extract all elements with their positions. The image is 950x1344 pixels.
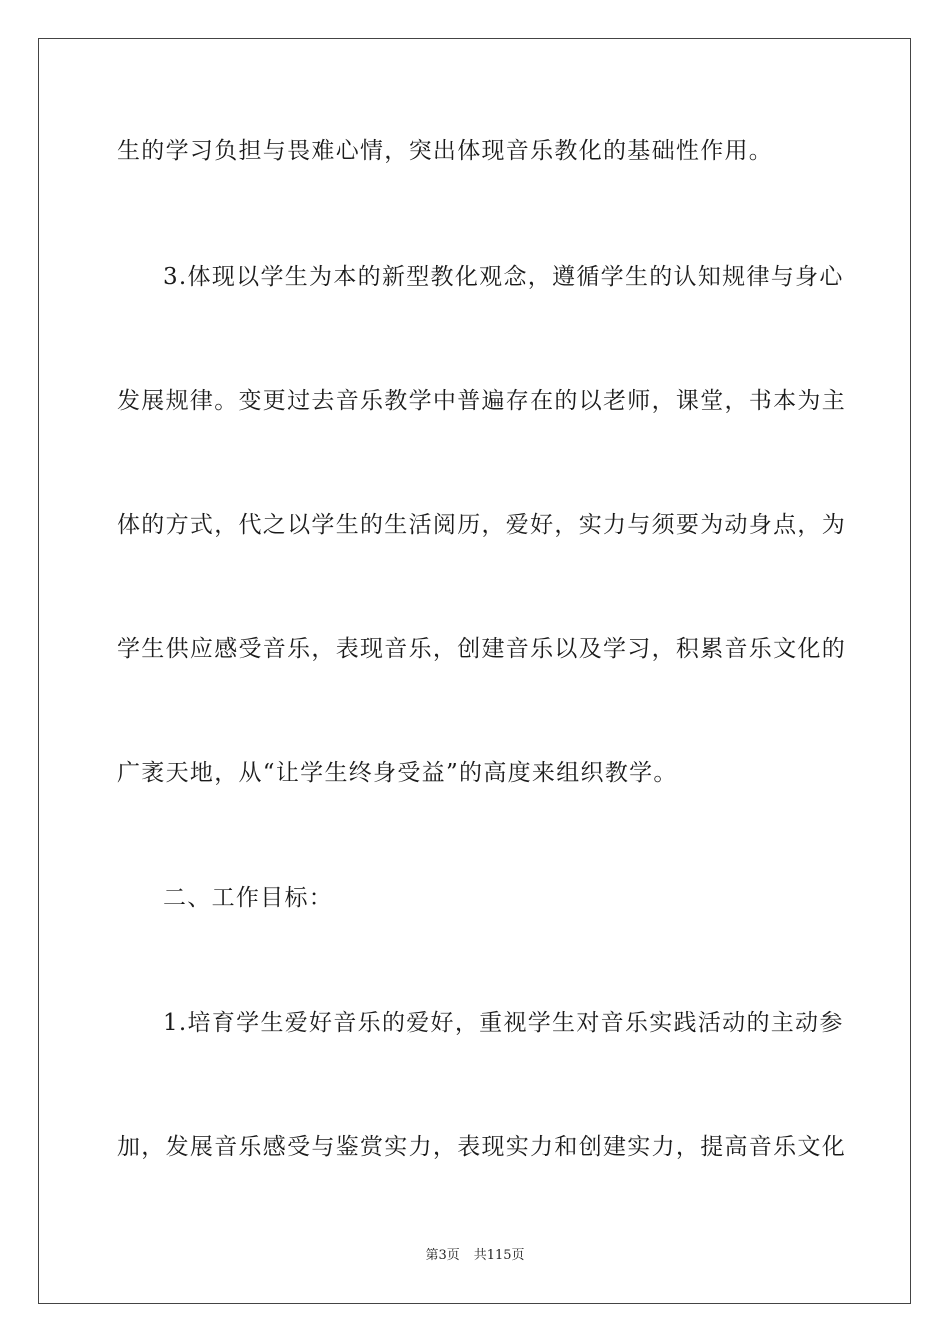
page-footer xyxy=(0,1247,950,1265)
body-text-line: 学生供应感受音乐，表现音乐，创建音乐以及学习，积累音乐文化的 xyxy=(117,636,846,662)
body-text-line: 广袤天地，从“让学生终身受益”的高度来组织教学。 xyxy=(117,760,678,786)
body-text-line: 发展规律。变更过去音乐教学中普遍存在的以老师，课堂，书本为主 xyxy=(117,388,846,414)
section-heading: 二、工作目标： xyxy=(163,885,334,911)
page-border xyxy=(38,38,911,1304)
page-number: 第3页 xyxy=(425,1248,460,1263)
page-total: 共115页 xyxy=(473,1248,525,1263)
body-text-line: 1.培育学生爱好音乐的爱好，重视学生对音乐实践活动的主动参 xyxy=(163,1010,844,1036)
body-text-line: 生的学习负担与畏难心情，突出体现音乐教化的基础性作用。 xyxy=(117,138,774,164)
body-text-line: 3.体现以学生为本的新型教化观念，遵循学生的认知规律与身心 xyxy=(163,264,844,290)
body-text-line: 体的方式，代之以学生的生活阅历，爱好，实力与须要为动身点，为 xyxy=(117,512,846,538)
body-text-line: 加，发展音乐感受与鉴赏实力，表现实力和创建实力，提高音乐文化 xyxy=(117,1134,846,1160)
